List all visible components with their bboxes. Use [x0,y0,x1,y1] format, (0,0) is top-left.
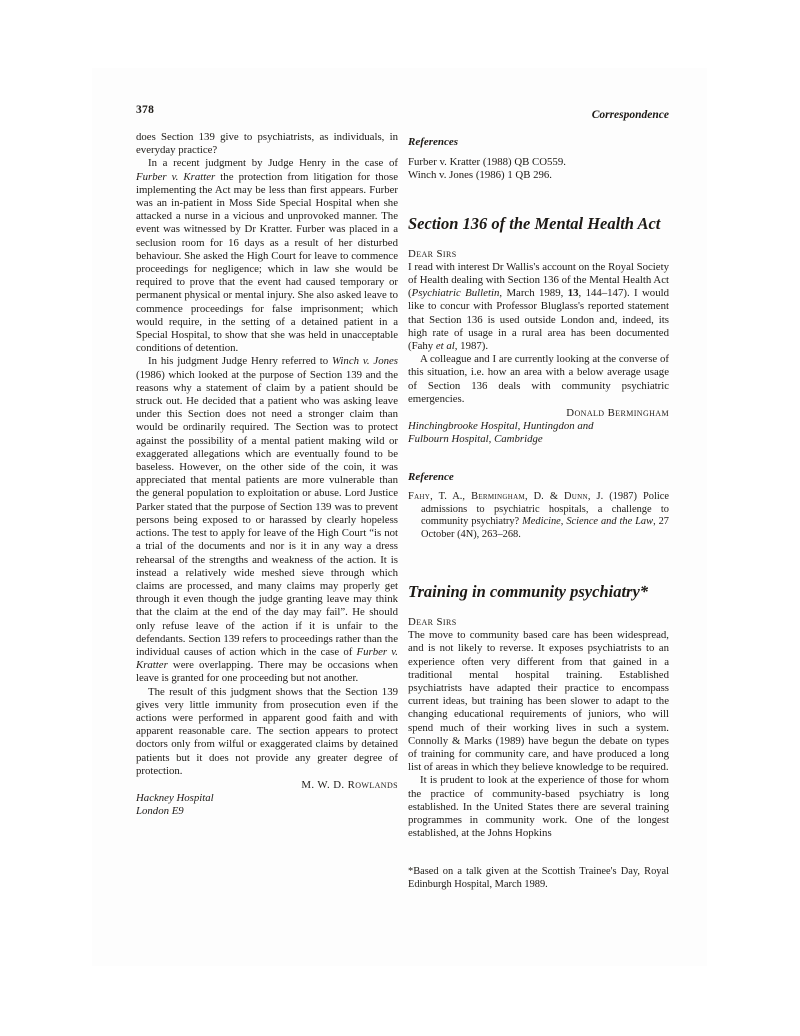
right-column [408,136,669,891]
letter2-signature: Donald Bermingham [566,407,669,420]
letter3-footnote: *Based on a talk given at the Scottish Trainee's Day, Royal Edinburgh Hospital, March 1989. [408,865,669,890]
letter1-address-line: London E9 [136,805,184,818]
letter2-paragraph: A colleague and I are currently looking at the converse of this situation, i.e. how an area with a below average usage of Section 136 deals with community psychiatric emergencies. [408,353,669,405]
letter2-address-line: Fulbourn Hospital, Cambridge [408,433,543,446]
letter2-title: Section 136 of the Mental Health Act [408,213,661,233]
letter3-paragraph: The move to community based care has been widespread, and is not likely to reverse. It exposes psychiatrists to an experience often very different from that gained in a traditional mental hospital training. Established psychiatrists have adapted their practice to encompass current ideas, but training has been slower to adapt to the changing educational requirements of juniors, who will spend much of their working lives in such a system. Connolly & Marks (1989) have begun the debate on types of training for community care, and have produced a long list of areas in which they believe knowledge to be required. [408,629,669,774]
letter3-title: Training in community psychiatry* [408,582,649,602]
letter1-paragraph: In a recent judgment by Judge Henry in the case of Furber v. Kratter the protection from litigation for those implementing the Act may be less than first appears. Furber was an in-patient in Moss Side Special Hospital when she attacked a nurse in a vicious and unprovoked manner. The event was witnessed by Dr Kratter. Furber was placed in a seclusion room for 16 days as a result of her disturbed behaviour. She asked the High Court for leave to commence proceedings for negligence; which in law she would be required to prove that the event had caused temporary or permanent physical or mental injury. She also asked leave to commence proceedings for false imprisonment; which would require, in the setting of a detained patient in a Special Hospital, to show that she was held in unacceptable conditions of detention. [136,157,398,355]
running-head: Correspondence [591,109,669,121]
letter2-salutation: Dear Sirs [408,247,457,260]
letter1-paragraph: does Section 139 give to psychiatrists, as individuals, in everyday practice? [136,131,398,157]
letter2-paragraph: I read with interest Dr Wallis's account on the Royal Society of Health dealing with Section 136 of the Mental Health Act (Psychiatric Bulletin, March 1989, 13, 144–147). I would like to concur with Professor Bluglass's reported statement that Section 136 is used outside London and, indeed, its high rate of usage in a rural area has been documented (Fahy et al, 1987). [408,260,670,353]
letter1-paragraph: In his judgment Judge Henry referred to Winch v. Jones (1986) which looked at the purpose of Section 139 and the reasons why a statement of claim by a patient should be struck out. He decided that a patient who was asking leave under this Section does not need a stronger claim than would be ordinarily required. The Section was to protect against the possibility of a mental patient making wild or exaggerated allegations which are eventually found to be baseless. However, on the other side of the coin, it was appreciated that mental patients are more vulnerable than the general population to exploitation or abuse. Lord Justice Parker stated that the purpose of Section 139 was to prevent persons being exposed to or harassed by clearly hopeless actions. The test to apply for leave of the High Court “is not a trial of the documents and nor is it in any way a dress rehearsal of the strengths and weakness of the action. It is instead a relatively wide meshed sieve through which claims are processed, and many claims may properly get through it even though the judge granting leave may think that the claim at the end of the day may fail”. He should only refuse leave of the action if it is unfair to the defendants. Section 139 refers to proceedings rather than the individual causes of action which in the case of Furber v. Kratter were overlapping. There may be occasions when leave is granted for one proceeding but not another. [136,355,398,685]
letter2-reference-entry: Fahy, T. A., Bermingham, D. & Dunn, J. (1987) Police admissions to psychiatric hospitals, a challenge to community psychiatry? Medicine, Science and the Law, 27 October (4N), 263–268. [408,490,669,541]
letter1-paragraph: The result of this judgment shows that the Section 139 gives very little immunity from prosecution even if the actions were performed in apparent good faith and with apparent reasonable care. The section appears to protect doctors only from wilful or exaggerated claims by detained patients but it does not provide any greater degree of protection. [136,685,398,777]
letter1-signature: M. W. D. Rowlands [301,778,398,791]
letter1-reference: Winch v. Jones (1986) 1 QB 296. [408,169,553,182]
letter3-paragraph: It is prudent to look at the experience of those for whom the practice of community-based psychiatry is long established. In the United States there are several training programmes in community work. One of the longest established, at the Johns Hopkins [408,774,669,840]
page-number: 378 [136,104,155,116]
letter1-reference: Furber v. Kratter (1988) QB CO559. [408,156,566,169]
letter2-reference-heading: Reference [408,470,454,483]
letter1-address-line: Hackney Hospital [136,792,214,805]
letter2-address-line: Hinchingbrooke Hospital, Huntingdon and [408,420,594,433]
left-column [136,131,398,819]
letter3-salutation: Dear Sirs [408,616,457,629]
letter1-references-heading: References [408,136,459,148]
